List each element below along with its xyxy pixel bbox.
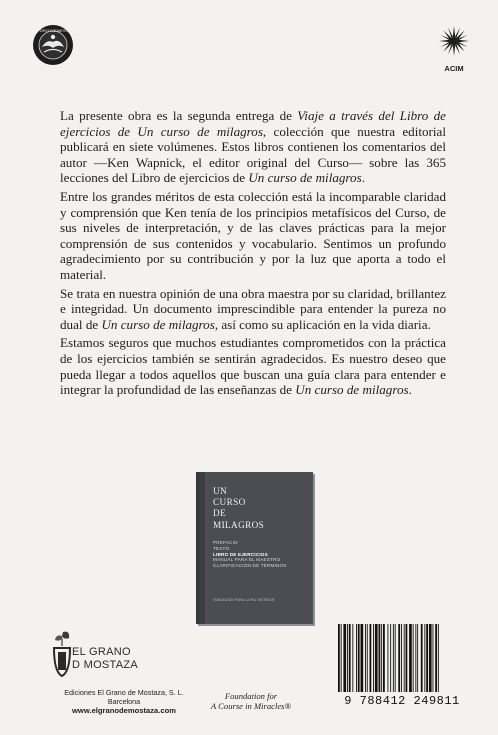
- publisher-city: Barcelona: [107, 697, 141, 706]
- barcode-bar: [349, 624, 351, 692]
- book-contents-item: CLARIFICACIÓN DE TÉRMINOS: [213, 563, 287, 569]
- text-run: Se trata en nuestra opinión de una obra maestra por su claridad, brillantez e integridad. Un documento imprescindible para entender la pureza no dual de: [60, 285, 446, 332]
- barcode-bar: [338, 624, 340, 692]
- barcode-bar: [409, 624, 412, 692]
- paragraph: [60, 335, 446, 397]
- italic-title-run: Viaje a través del Libro de ejercicios de Un curso de milagros: [60, 108, 446, 139]
- barcode-bar: [343, 624, 346, 692]
- isbn-barcode: [332, 622, 472, 708]
- barcode-bar: [356, 624, 357, 692]
- mustard-seed-icon: [50, 628, 72, 680]
- book-contents-item: TEXTO: [213, 545, 230, 551]
- barcode-bar: [347, 624, 348, 692]
- publisher-logo: [50, 628, 180, 680]
- book-title: [213, 486, 309, 531]
- barcode-bar: [406, 624, 408, 692]
- book-title-line: DE: [213, 508, 227, 519]
- text-run: .: [361, 170, 365, 186]
- text-run: Entre los grandes méritos de esta colección está la incomparable claridad y comprensión que Ken tenía de los principios metafísicos del Curso, de sus niveles de interpretación, y de las claves prácticas para la mejor comprensión de sus contenidos y vocabulario. Sentimos un profundo agradecimiento por su contribución y por la luz que aporta a todo el material.: [60, 188, 446, 282]
- barcode-bar: [381, 624, 382, 692]
- book-contents-item: PREFACIO: [213, 540, 238, 545]
- text-run: .: [408, 382, 412, 398]
- barcode-bar: [415, 624, 416, 692]
- book-contents-list: [213, 540, 309, 569]
- paragraph: [60, 189, 446, 283]
- barcode-bar: [358, 624, 360, 692]
- text-run: La presente obra es la segunda entrega de: [60, 108, 298, 123]
- barcode-bars: [332, 622, 472, 694]
- italic-title-run: Un curso de milagros: [295, 382, 409, 398]
- barcode-bar: [373, 624, 374, 692]
- paragraph: [60, 286, 446, 333]
- barcode-bar: [435, 624, 437, 692]
- barcode-bar: [370, 624, 372, 692]
- book-title-line: UN: [213, 486, 228, 496]
- italic-title-run: Un curso de milagros: [248, 170, 362, 186]
- book-footer-text: FUNDACIÓN PARA LA PAZ INTERIOR: [213, 598, 275, 602]
- barcode-bar: [404, 624, 405, 692]
- barcode-bar: [383, 624, 385, 692]
- foundation-line2: A Course in Miracles®: [210, 701, 292, 712]
- forgiveness-seal-logo: [33, 25, 73, 65]
- publisher-website-link[interactable]: www.elgranodemostaza.com: [72, 706, 176, 715]
- barcode-bar: [379, 624, 381, 692]
- publisher-info: [29, 688, 219, 715]
- barcode-bar: [413, 624, 414, 692]
- barcode-bar: [417, 624, 418, 692]
- book-title-line: MILAGROS: [213, 519, 265, 530]
- foundation-line1: Foundation for: [224, 691, 278, 701]
- barcode-bar: [424, 624, 425, 692]
- barcode-bar: [438, 624, 439, 692]
- barcode-bar: [401, 624, 402, 692]
- barcode-bar: [367, 624, 368, 692]
- seal-lettering: FORGIVENESS: [36, 28, 70, 33]
- publisher-name-line1: EL GRANO: [72, 646, 131, 658]
- barcode-bar: [352, 624, 353, 692]
- barcode-bar: [390, 624, 391, 692]
- barcode-bar: [426, 624, 428, 692]
- barcode-bar: [398, 624, 400, 692]
- barcode-bar: [395, 624, 396, 692]
- barcode-bar: [365, 624, 366, 692]
- text-run: , colección que nuestra editorial publicará en siete volúmenes. Estos libros contienen los comentarios del autor —Ken Wapnick, el editor original del Curso— sobre las 365 lecciones del Libro de ejercicios de: [60, 123, 446, 186]
- publisher-address-line: Ediciones El Grano de Mostaza, S. L.: [64, 688, 184, 697]
- barcode-bar: [429, 624, 432, 692]
- text-run: , así como su aplicación en la vida diaria.: [214, 316, 431, 332]
- text-run: Estamos seguros que muchos estudiantes comprometidos con la práctica de los ejercicios también se sentirán agradecidos. Es nuestro deseo que pueda llegar a todos aquellos que buscan una guía clara para entender e integrar la profundidad de las enseñanzas de: [60, 335, 446, 398]
- paragraph: [60, 108, 446, 186]
- barcode-bar: [421, 624, 423, 692]
- book-cover-image: [196, 472, 313, 624]
- barcode-digits: 9 788412 249811: [344, 694, 460, 708]
- barcode-bar: [361, 624, 364, 692]
- book-spine: [199, 472, 205, 624]
- star-burst-icon: [438, 24, 470, 62]
- description-text: [60, 108, 446, 401]
- italic-title-run: Un curso de milagros: [101, 316, 215, 332]
- barcode-bar: [388, 624, 389, 692]
- book-contents-item: LIBRO DE EJERCICIOS: [213, 551, 268, 557]
- foundation-credit: [196, 691, 306, 712]
- book-contents-item: MANUAL PARA EL MAESTRO: [213, 557, 281, 563]
- acim-lettering: ACIM: [444, 64, 464, 73]
- barcode-bar: [393, 624, 394, 692]
- acim-logo: [438, 24, 470, 76]
- barcode-bar: [433, 624, 434, 692]
- book-title-line: CURSO: [213, 497, 246, 508]
- barcode-bar: [375, 624, 378, 692]
- barcode-bar: [341, 624, 342, 692]
- publisher-name-line2: D MOSTAZA: [72, 659, 139, 671]
